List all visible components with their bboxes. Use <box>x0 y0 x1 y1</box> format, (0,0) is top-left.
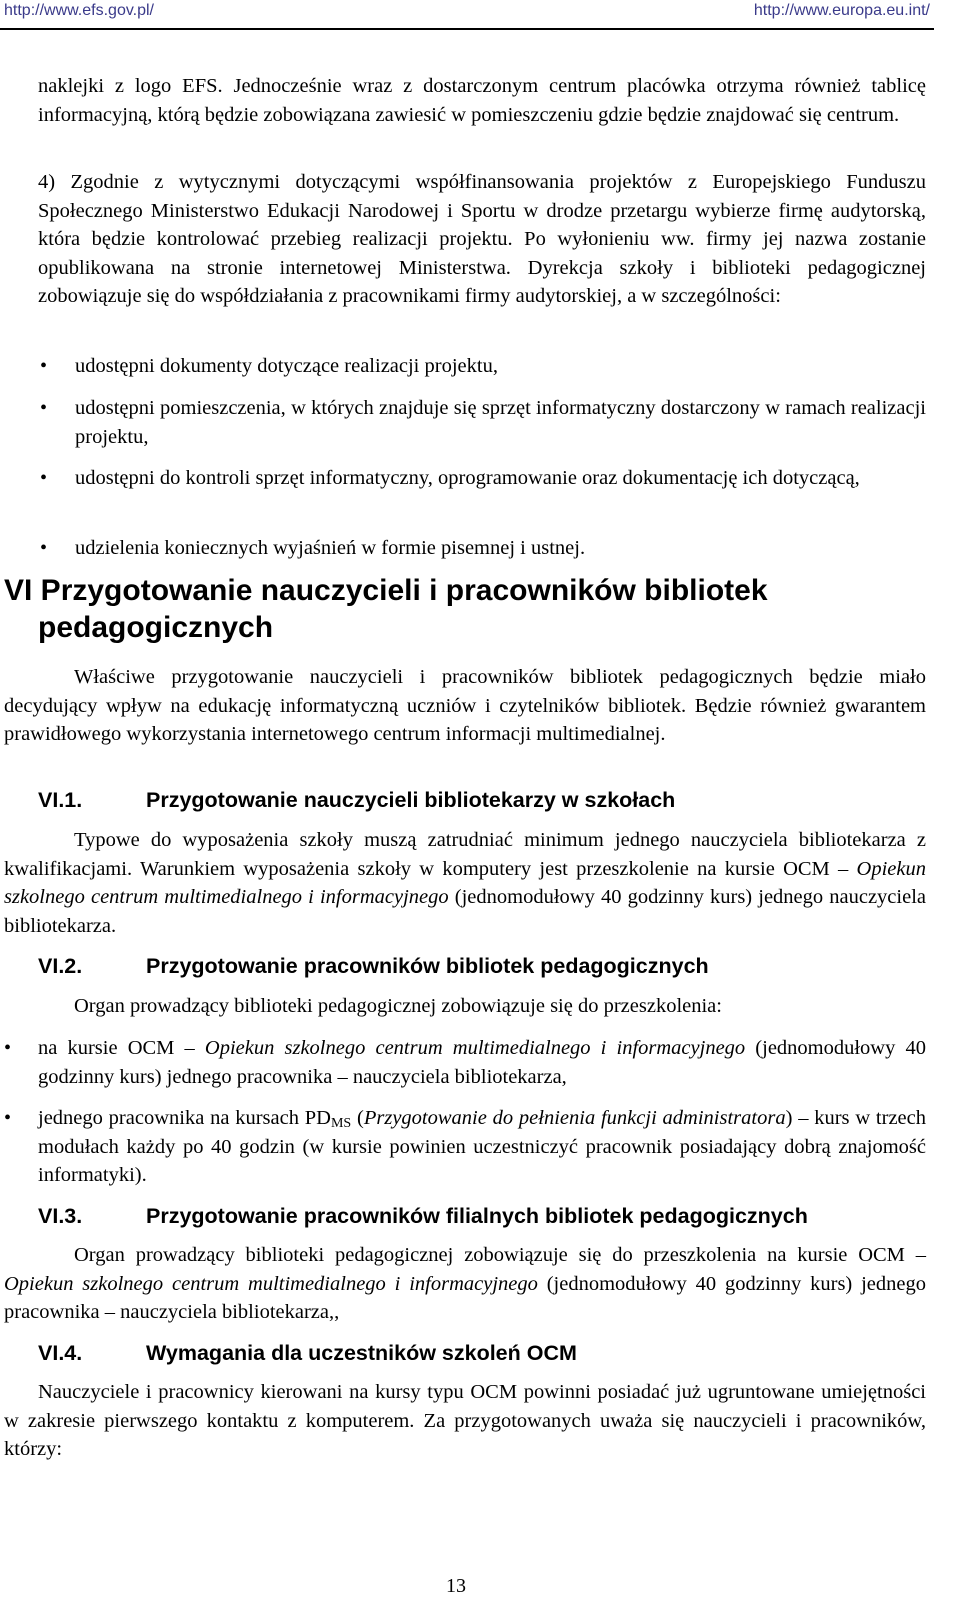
text-run: jednego pracownika na kursach PD <box>38 1107 331 1129</box>
paragraph-vi-3 <box>4 1241 926 1327</box>
page-number: 13 <box>446 1575 466 1597</box>
text-run: (jednomodułowy 40 godzinny kurs) jednego pracownika – nauczyciela bibliotekarza,, <box>4 1272 927 1323</box>
paragraph-vi-intro: Właściwe przygotowanie nauczycieli i pracowników bibliotek pedagogicznych będzie miało decydujący wpływ na edukację informatyczną uczniów i czytelników bibliotek. Będzie również gwarantem prawidłowego wykorzystania internetowego centrum informacji multimedialnej. <box>4 666 926 745</box>
paragraph-vi-2-intro: Organ prowadzący biblioteki pedagogicznej zobowiązuje się do przeszkolenia: <box>74 995 722 1017</box>
text-run-italic: Przygotowanie do pełnienia funkcji administratora <box>363 1107 786 1129</box>
list-item: udostępni do kontroli sprzęt informatyczny, oprogramowanie oraz dokumentację ich dotyczącą, <box>75 467 860 489</box>
bullet-marker: • <box>40 355 48 377</box>
text-run-italic: Opiekun szkolnego centrum multimedialnego i informacyjnego <box>204 1037 746 1059</box>
text-run: ) – kurs w trzech modułach każdy po 40 godzin (w kursie powinien uczestniczyć pracownik posiadający dobrą znajomość informatyki). <box>38 1107 926 1186</box>
bullet-marker: • <box>40 537 48 559</box>
header-link-efs[interactable]: http://www.efs.gov.pl/ <box>4 2 154 19</box>
list-item: udostępni pomieszczenia, w których znajduje się sprzęt informatyczny dostarczony w ramach realizacji projektu, <box>75 397 926 448</box>
section-heading-vi-2 <box>38 953 709 979</box>
bullet-marker: • <box>4 1107 12 1129</box>
list-item: udzielenia koniecznych wyjaśnień w formie pisemnej i ustnej. <box>75 537 586 559</box>
list-item <box>38 1104 926 1190</box>
section-title: Wymagania dla uczestników szkoleń OCM <box>146 1341 577 1365</box>
list-item: udostępni dokumenty dotyczące realizacji projektu, <box>75 355 498 377</box>
chapter-heading-line-1: VI Przygotowanie nauczycieli i pracowników bibliotek <box>4 574 768 607</box>
section-title: Przygotowanie nauczycieli bibliotekarzy w szkołach <box>146 788 676 812</box>
section-heading-vi-3 <box>38 1203 808 1229</box>
text-run: Typowe do wyposażenia szkoły muszą zatrudniać minimum jednego nauczyciela bibliotekarza z kwalifikacjami. Warunkiem wyposażenia szkoły w komputery jest przeszkolenie na kursie OCM – <box>4 829 926 880</box>
section-heading-vi-1 <box>38 787 675 813</box>
text-run-italic: Opiekun szkolnego centrum multimedialnego i informacyjnego <box>4 1272 538 1295</box>
subscript: MS <box>330 1116 352 1131</box>
paragraph-vi-4: Nauczyciele i pracownicy kierowani na kursy typu OCM powinni posiadać już ugruntowane umiejętności w zakresie pierwszego kontaktu z komputerem. Za przygotowanych uważa się nauczycieli i pracowników, którzy: <box>4 1381 926 1460</box>
paragraph-vi-1 <box>4 826 926 940</box>
bullet-marker: • <box>4 1037 12 1059</box>
paragraph-point-4: 4) Zgodnie z wytycznymi dotyczącymi współfinansowania projektów z Europejskiego Funduszu Społecznego Ministerstwo Edukacji Narodowej i Sportu w drodze przetargu wybierze firmę audytorską, która będzie kontrolować przebieg realizacji projektu. Po wyłonieniu ww. firmy jej nazwa zostanie opublikowana na stronie internetowej Ministerstwa. Dyrekcja szkoły i biblioteki pedagogicznej zobowiązuje się do współdziałania z pracownikami firmy audytorskiej, a w szczególności: <box>38 171 926 307</box>
bullet-marker: • <box>40 467 48 489</box>
section-heading-vi-4 <box>38 1340 577 1366</box>
list-item <box>38 1034 926 1091</box>
chapter-heading <box>4 572 924 646</box>
section-title: Przygotowanie pracowników bibliotek pedagogicznych <box>146 954 709 978</box>
text-run: ( <box>351 1107 364 1129</box>
text-run-italic: Opiekun szkolnego centrum multimedialnego i informacyjnego <box>4 857 926 908</box>
text-run: (jednomodułowy 40 godzinny kurs) jednego nauczyciela bibliotekarza. <box>4 886 926 937</box>
text-run: (jednomodułowy 40 godzinny kurs) jednego pracownika – nauczyciela bibliotekarza, <box>38 1037 926 1088</box>
text-run: na kursie OCM – <box>38 1037 205 1059</box>
header-divider <box>0 28 934 30</box>
header-link-europa[interactable]: http://www.europa.eu.int/ <box>753 2 930 19</box>
paragraph-intro: naklejki z logo EFS. Jednocześnie wraz z dostarczonym centrum placówka otrzyma również tablicę informacyjną, którą będzie zobowiązana zawiesić w pomieszczeniu gdzie będzie znajdować się centrum. <box>38 75 926 126</box>
section-number: VI.3. <box>38 1204 83 1228</box>
section-number: VI.2. <box>38 954 83 978</box>
bullet-marker: • <box>40 397 48 419</box>
section-title: Przygotowanie pracowników filialnych bibliotek pedagogicznych <box>146 1204 808 1228</box>
section-number: VI.1. <box>38 788 83 812</box>
chapter-heading-line-2: pedagogicznych <box>38 611 274 644</box>
text-run: Organ prowadzący biblioteki pedagogicznej zobowiązuje się do przeszkolenia na kursie OCM – <box>74 1244 926 1266</box>
section-number: VI.4. <box>38 1341 83 1365</box>
